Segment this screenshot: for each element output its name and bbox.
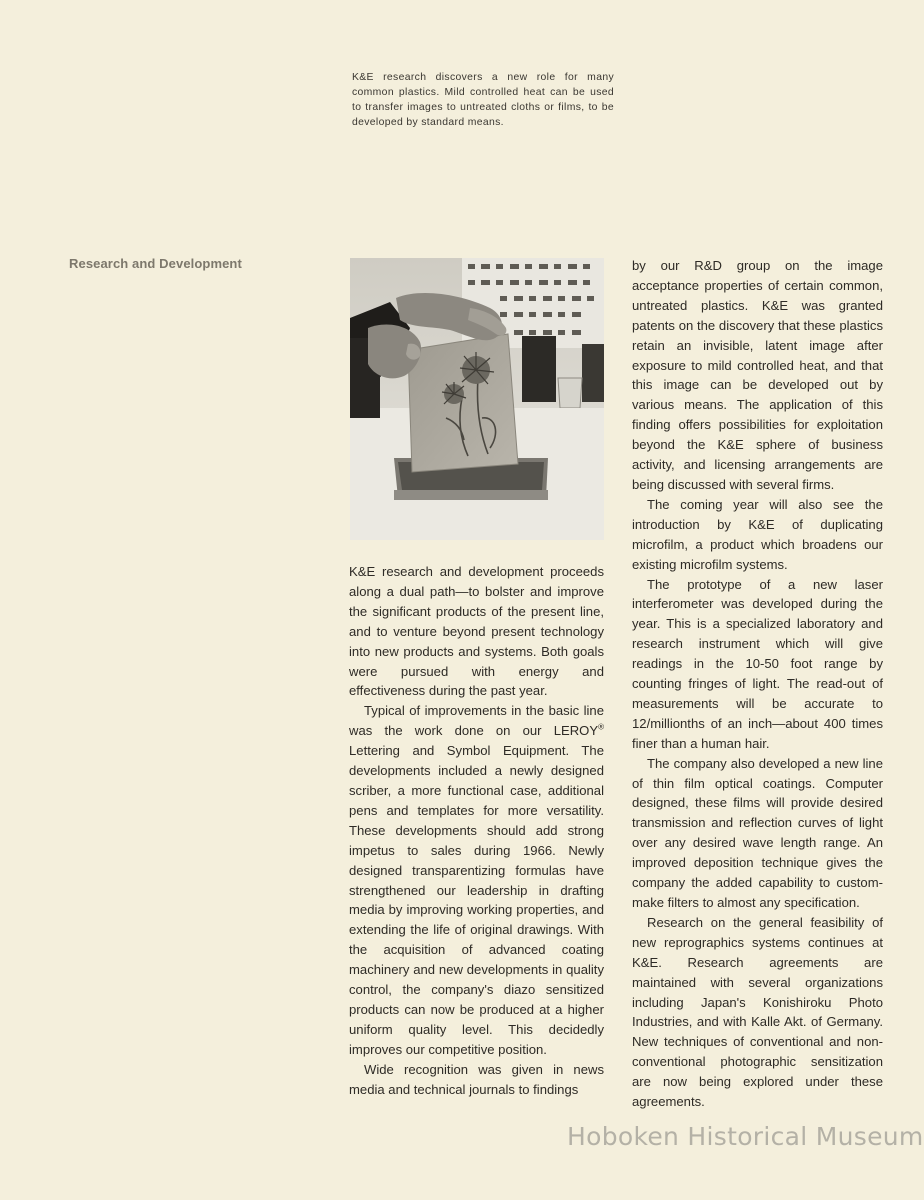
paragraph: The company also developed a new line of thin film optical coatings. Computer designed, these films will provide desired transmission and reflection curves of light over any desired wave length range. An improved deposition technique gives the company the added capability to custom-make filters to almost any specification. <box>632 755 883 910</box>
paragraph: The coming year will also see the introduction by K&E of duplicating microfilm, a product which broadens our existing microfilm systems. <box>632 496 883 572</box>
paragraph <box>349 701 604 1059</box>
research-photo-illustration <box>350 258 604 540</box>
photo-caption: K&E research discovers a new role for many common plastics. Mild controlled heat can be used to transfer images to untreated cloths or films, to be developed by standard means. <box>352 72 614 128</box>
museum-watermark: Hoboken Historical Museum <box>567 1122 924 1151</box>
paragraph: by our R&D group on the image acceptance properties of certain common, untreated plastics. K&E was granted patents on the discovery that these plastics retain an invisible, latent image after exposure to mild controlled heat, and that this image can be developed out by various means. The application of this finding offers possibilities for exploitation beyond the K&E sphere of business activity, and licensing arrangements are being discussed with several firms. <box>632 258 883 492</box>
body-column-left <box>349 562 604 1099</box>
text-run: Typical of improvements in the basic line was the work done on our LEROY <box>349 703 604 739</box>
paragraph: K&E research and development proceeds along a dual path—to bolster and improve the significant products of the present line, and to venture beyond present technology into new products and systems. Both goals were pursued with energy and effectiveness during the past year. <box>349 564 604 699</box>
section-heading: Research and Development <box>69 256 242 271</box>
paragraph: Wide recognition was given in news media and technical journals to findings <box>349 1061 604 1097</box>
registered-mark: ® <box>598 722 604 732</box>
paragraph: The prototype of a new laser interferometer was developed during the year. This is a specialized laboratory and research instrument which will give readings in the 10-50 foot range by counting fringes of light. The read-out of measurements will be accurate to 12/millionths of an inch—about 400 times finer than a human hair. <box>632 576 883 751</box>
paragraph: Research on the general feasibility of new reprographics systems continues at K&E. Research agreements are maintained with several organizations including Japan's Konishiroku Photo Industries, and with Kalle Akt. of Germany. New techniques of conventional and non-conventional photographic sensitization are now being explored under these agreements. <box>632 914 883 1110</box>
body-column-right <box>632 256 883 1112</box>
research-photo <box>350 258 604 540</box>
text-run: Lettering and Symbol Equipment. The developments included a newly designed scriber, a more functional case, additional pens and templates for more versatility. These developments should add strong impetus to sales during 1966. Newly designed transparentizing formulas have strengthened our leadership in drafting media by improving working properties, and extending the life of original drawings. With the acquisition of advanced coating machinery and new developments in quality control, the company's diazo sensitized products can now be produced at a higher uniform quality level. This decidedly improves our competitive position. <box>349 743 604 1057</box>
